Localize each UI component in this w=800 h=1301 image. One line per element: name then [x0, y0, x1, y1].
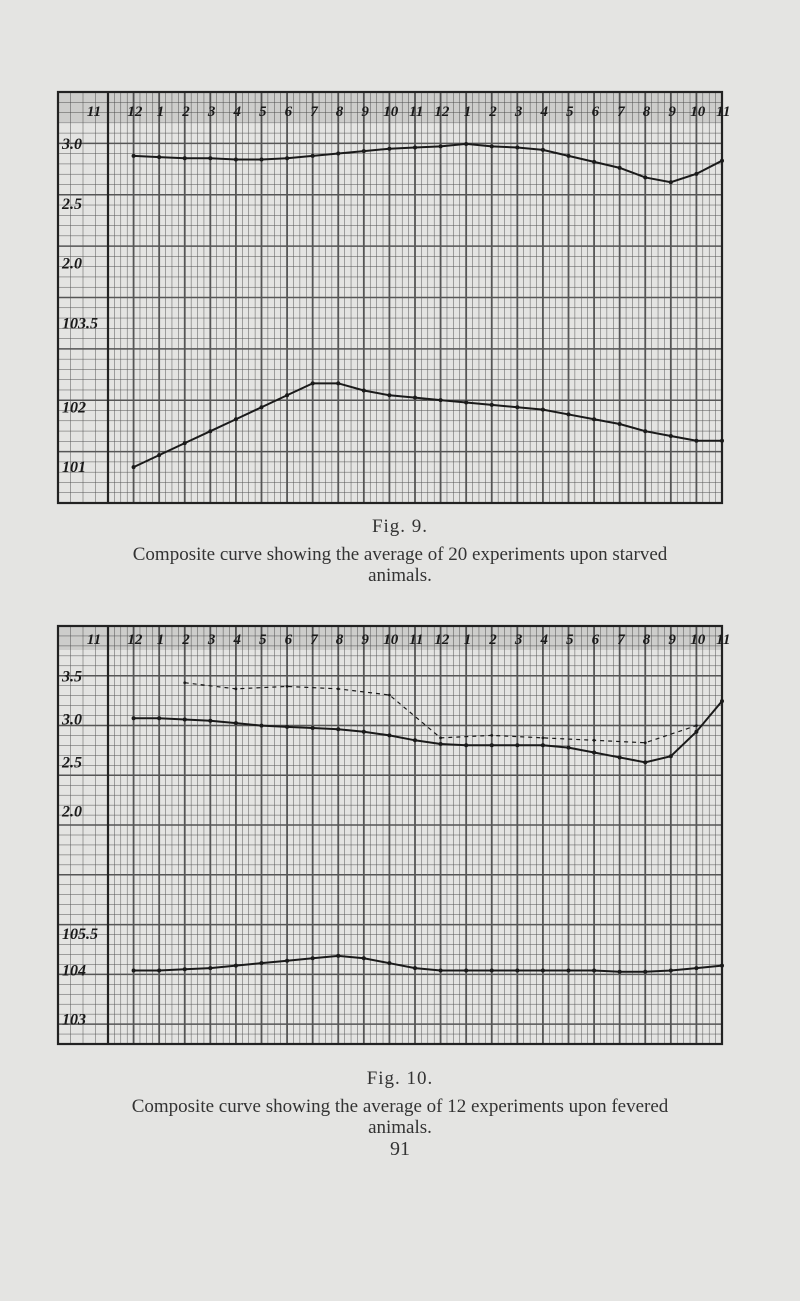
grid: [58, 92, 722, 503]
figure-9-label: Fig. 9.: [371, 516, 429, 537]
data-point: [132, 465, 136, 469]
x-tick-label: 5: [566, 632, 574, 648]
x-tick-label: 10: [383, 632, 399, 648]
data-point: [542, 736, 545, 739]
figure-9-caption-block: [0, 516, 800, 586]
data-point: [618, 166, 622, 170]
x-tick-label: 5: [566, 104, 574, 120]
x-tick-label: 4: [233, 632, 241, 648]
data-point: [592, 417, 596, 421]
x-tick-label: 3: [514, 632, 523, 648]
data-point: [720, 439, 724, 443]
x-tick-label: 12: [434, 104, 450, 120]
data-point: [260, 961, 264, 965]
data-point: [208, 719, 212, 723]
data-point: [515, 146, 519, 150]
x-tick-label: 11: [86, 632, 102, 648]
data-point: [490, 734, 493, 737]
x-tick-label: 1: [156, 104, 165, 120]
x-tick-label: 11: [86, 104, 102, 120]
data-point: [490, 969, 494, 973]
data-point: [490, 403, 494, 407]
y-axis-labels: [61, 136, 98, 476]
data-point: [362, 730, 366, 734]
figure-10-chart: [0, 622, 800, 1062]
x-tick-label: 7: [617, 632, 625, 648]
data-point: [336, 381, 340, 385]
data-point: [592, 751, 596, 755]
data-point: [337, 687, 340, 690]
data-point: [567, 746, 571, 750]
data-point: [567, 412, 571, 416]
data-point: [720, 159, 724, 163]
data-point: [387, 961, 391, 965]
data-point: [387, 733, 391, 737]
x-tick-label: 3: [207, 104, 216, 120]
data-point: [618, 755, 622, 759]
data-point: [439, 736, 442, 739]
data-point: [311, 956, 315, 960]
data-point: [644, 741, 647, 744]
y-tick-label: 2.0: [62, 803, 82, 821]
x-tick-label: 5: [259, 104, 267, 120]
data-point: [695, 724, 698, 727]
data-point: [643, 175, 647, 179]
data-point: [208, 429, 212, 433]
x-tick-label: 12: [127, 632, 143, 648]
data-point: [260, 405, 264, 409]
x-tick-label: 4: [233, 104, 241, 120]
data-point: [234, 157, 238, 161]
data-point: [669, 754, 673, 758]
data-point: [439, 398, 443, 402]
data-point: [311, 726, 315, 730]
data-point: [567, 969, 571, 973]
data-point: [311, 154, 315, 158]
x-tick-label: 9: [668, 632, 676, 648]
x-tick-label: 3: [207, 632, 216, 648]
data-point: [464, 142, 468, 146]
data-point: [234, 721, 238, 725]
data-point: [285, 959, 289, 963]
data-point: [132, 154, 136, 158]
y-tick-label: 2.5: [62, 195, 82, 213]
x-tick-label: 2: [489, 104, 497, 120]
data-point: [157, 716, 161, 720]
x-tick-label: 9: [668, 104, 676, 120]
x-tick-label: 2: [489, 632, 497, 648]
x-tick-label: 6: [591, 104, 600, 120]
figure-10-caption: Composite curve showing the average of 12 experiments upon fevered animals.: [131, 1096, 669, 1138]
x-tick-label: 11: [409, 632, 424, 648]
data-point: [413, 966, 417, 970]
x-tick-label: 11: [716, 104, 731, 120]
data-point: [439, 742, 443, 746]
figure-10-caption-block: [0, 1068, 800, 1161]
data-point: [387, 147, 391, 151]
data-point: [336, 727, 340, 731]
x-tick-label: 4: [540, 104, 548, 120]
x-tick-label: 2: [182, 632, 190, 648]
data-point: [592, 969, 596, 973]
figure-10-label: Fig. 10.: [366, 1068, 434, 1089]
data-point: [515, 969, 519, 973]
x-tick-label: 8: [335, 104, 344, 120]
data-point: [413, 146, 417, 150]
x-tick-label: 1: [463, 632, 472, 648]
data-point: [286, 685, 289, 688]
data-point: [260, 157, 264, 161]
data-point: [234, 964, 238, 968]
data-point: [541, 743, 545, 747]
data-point: [336, 152, 340, 156]
data-point: [593, 739, 596, 742]
data-point: [362, 149, 366, 153]
data-point: [413, 738, 417, 742]
x-tick-label: 5: [259, 632, 267, 648]
data-point: [694, 439, 698, 443]
x-tick-label: 9: [361, 104, 369, 120]
data-point: [669, 969, 673, 973]
data-point: [260, 724, 264, 728]
data-point: [311, 381, 315, 385]
page-number: 91: [390, 1138, 410, 1160]
x-tick-label: 2: [182, 104, 190, 120]
data-point: [515, 743, 519, 747]
data-point: [720, 964, 724, 968]
x-tick-label: 11: [716, 632, 731, 648]
data-point: [362, 388, 366, 392]
data-point: [183, 441, 187, 445]
data-point: [132, 969, 136, 973]
data-point: [285, 156, 289, 160]
data-point: [132, 716, 136, 720]
x-tick-label: 1: [156, 632, 165, 648]
x-tick-label: 11: [409, 104, 424, 120]
x-tick-label: 1: [463, 104, 472, 120]
x-tick-label: 10: [690, 104, 706, 120]
y-tick-label: 3.5: [62, 668, 82, 686]
y-tick-label: 3.0: [62, 135, 82, 153]
data-point: [235, 687, 238, 690]
y-tick-label: 2.0: [62, 255, 82, 273]
data-point: [541, 408, 545, 412]
data-point: [643, 760, 647, 764]
x-tick-label: 7: [310, 104, 318, 120]
x-tick-label: 7: [617, 104, 625, 120]
data-point: [208, 966, 212, 970]
data-point: [618, 422, 622, 426]
y-tick-label: 101: [62, 459, 86, 477]
y-tick-label: 3.0: [62, 711, 82, 729]
data-point: [515, 405, 519, 409]
x-tick-label: 6: [591, 632, 600, 648]
y-tick-label: 103: [62, 1011, 86, 1029]
x-tick-label: 9: [361, 632, 369, 648]
x-tick-label: 6: [284, 632, 293, 648]
x-tick-label: 7: [310, 632, 318, 648]
data-point: [694, 730, 698, 734]
figure-9-caption: Composite curve showing the average of 20 experiments upon starved animals.: [132, 544, 668, 586]
data-point: [694, 966, 698, 970]
data-point: [439, 969, 443, 973]
data-point: [464, 969, 468, 973]
data-point: [285, 725, 289, 729]
data-point: [157, 969, 161, 973]
data-point: [362, 956, 366, 960]
x-tick-label: 10: [690, 632, 706, 648]
data-point: [618, 970, 622, 974]
data-point: [387, 393, 391, 397]
data-point: [183, 156, 187, 160]
data-point: [157, 453, 161, 457]
y-tick-label: 103.5: [62, 315, 98, 333]
data-point: [285, 393, 289, 397]
x-tick-label: 12: [127, 104, 143, 120]
x-tick-label: 8: [335, 632, 344, 648]
x-tick-label: 6: [284, 104, 293, 120]
y-tick-label: 104: [62, 962, 86, 980]
data-point: [413, 396, 417, 400]
data-point: [183, 967, 187, 971]
data-point: [439, 144, 443, 148]
x-tick-label: 12: [434, 632, 450, 648]
data-point: [234, 417, 238, 421]
y-tick-label: 2.5: [62, 754, 82, 772]
data-point: [669, 434, 673, 438]
data-point: [643, 429, 647, 433]
data-point: [720, 699, 724, 703]
x-tick-label: 8: [642, 632, 651, 648]
data-point: [567, 154, 571, 158]
data-point: [490, 144, 494, 148]
data-point: [157, 155, 161, 159]
data-point: [183, 717, 187, 721]
data-point: [208, 156, 212, 160]
x-tick-label: 10: [383, 104, 399, 120]
data-point: [541, 969, 545, 973]
data-point: [643, 970, 647, 974]
data-point: [183, 681, 186, 684]
grid: [58, 626, 722, 1044]
data-point: [541, 148, 545, 152]
data-point: [336, 954, 340, 958]
data-point: [669, 180, 673, 184]
data-point: [694, 172, 698, 176]
data-point: [464, 400, 468, 404]
x-tick-label: 8: [642, 104, 651, 120]
data-point: [388, 694, 391, 697]
data-point: [490, 743, 494, 747]
x-tick-label: 3: [514, 104, 523, 120]
y-tick-label: 105.5: [62, 925, 98, 943]
y-tick-label: 102: [62, 399, 86, 417]
data-point: [592, 160, 596, 164]
x-tick-label: 4: [540, 632, 548, 648]
data-point: [464, 743, 468, 747]
